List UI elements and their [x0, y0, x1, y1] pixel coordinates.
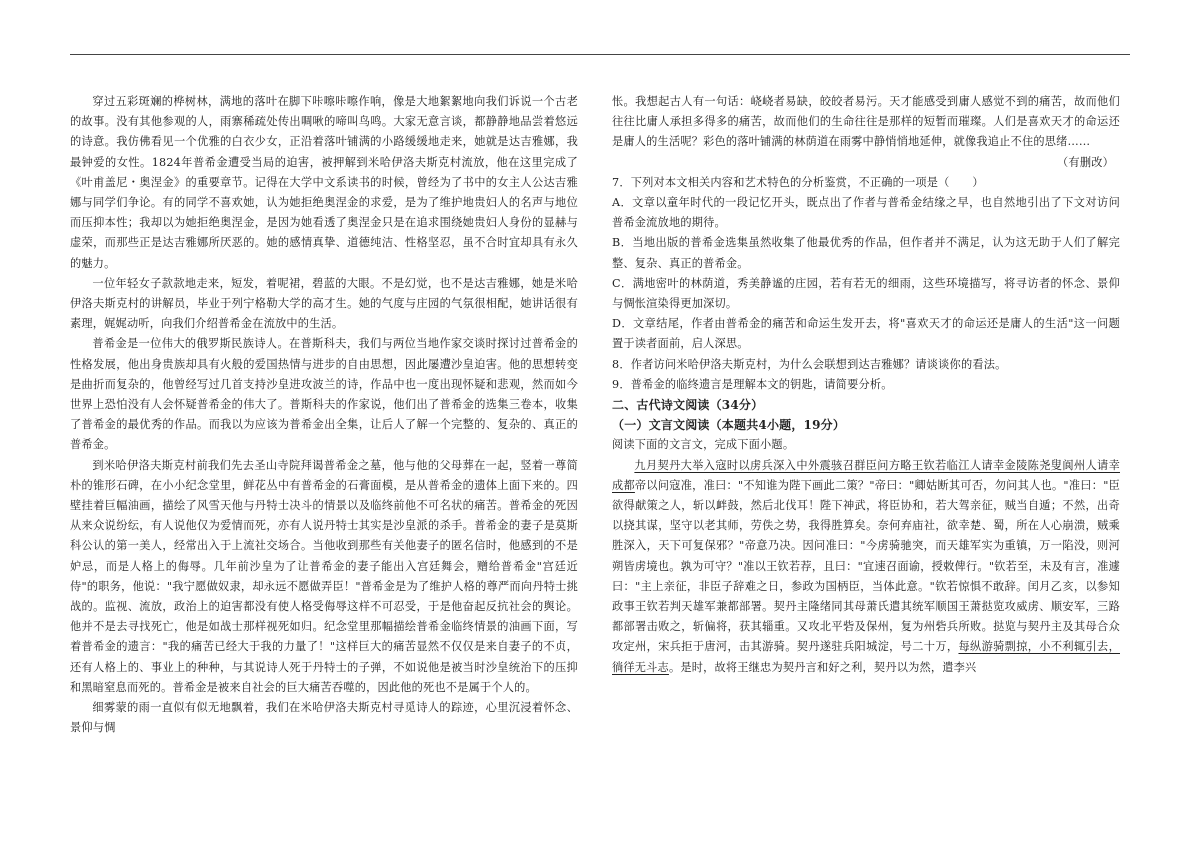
classical-text-1: 帝以问寇准，准曰："不知谁为陛下画此二策？"帝曰："卿姑断其可否，勿问其人也。"准曰："臣欲得献策之人，斩以衅鼓，然后北伐耳！陛下神武，将臣协和，若大驾亲征，贼当自遁；不然，出奇以挠其谋，坚守以老其师，劳佚之势，我得胜算矣。奈何弃庙社，欲幸楚、蜀，所在人心崩溃，贼乘胜深入，天下可复保邪？"帝意乃决。因问准曰："今虏骑驰突，而天雄军实为重镇，万一陷没，则河朔皆虏境也。孰为可守？"准以王钦若荐，且曰："宜速召面谕，授敕俾行。"钦若至，未及有言，准遽曰："主上亲征，非臣子辞难之日，参政为国柄臣，当体此意。"钦若惊惧不敢辞。闰月乙亥，以参知政事王钦若判天雄军兼都部署。契丹主隆绪同其母萧氏遣其统军顺国王萧挞览攻威虏、顺安军，三路都部署击败之，斩偏将，获其辎重。又攻北平砦及保州，复为州砦兵所败。挞览与契丹主及其母合众攻定州，宋兵拒于唐河，击其游骑。契丹遂驻兵阳城淀，号二十万， — [612, 478, 1120, 654]
underlined-sentence-2: 每纵游骑剽掠，小不利辄引去，徜徉无斗志 — [612, 640, 1120, 674]
left-column — [70, 92, 578, 739]
classical-passage — [612, 456, 1120, 678]
passage-paragraph-1: 穿过五彩斑斓的桦树林，满地的落叶在脚下咔嚓咔嚓作响，像是大地絮絮地向我们诉说一个古老的故事。没有其他参观的人，雨寨稀疏处传出啁啾的啼叫鸟鸣。大家无意言谈，都静静地品尝着悠远的诗意。我仿佛看见一个优雅的白衣少女，正沿着落叶铺满的小路缓缓地走来，她就是达吉雅娜，我最钟爱的女性。1824年普希金遭受当局的迫害，被押解到米哈伊洛夫斯克村流放，他在这里完成了《叶甫盖尼・奥涅金》的重要章节。记得在大学中文系读书的时候，曾经为了书中的女主人公达吉雅娜与同学们争论。有的同学不喜欢她，认为她拒绝奥涅金的求爱，是为了维护地贵妇人的名声与地位而压抑本性；我却以为她拒绝奥涅金，是因为她看透了奥涅金只是在追求围绕她贵妇人身份的显赫与虚荣，而那些正是达吉雅娜所厌恶的。她的感情真挚、道德纯洁、性格坚忍，虽不合时宜却具有永久的魅力。 — [70, 95, 578, 270]
classical-text-2: 。是时，故将王继忠为契丹言和好之利，契丹以为然，遣李兴 — [668, 660, 977, 674]
reading-instruction: 阅读下面的文言文，完成下面小题。 — [612, 438, 795, 452]
section-heading-classical: 二、古代诗文阅读（34分） — [612, 398, 764, 413]
question-7: 7．下列对本文相关内容和艺术特色的分析鉴赏，不正确的一项是（ ） — [612, 175, 984, 189]
passage-paragraph-5: 细雾蒙的雨一直似有似无地飘着，我们在米哈伊洛夫斯克村寻觅诗人的踪迹，心里沉浸着怀念、景仰与惆 — [70, 701, 578, 735]
passage-paragraph-3: 普希金是一位伟大的俄罗斯民族诗人。在普斯科夫，我们与两位当地作家交谈时探讨过普希金的性格发展，他出身贵族却具有火般的爱国热情与进步的自由思想，因此屡遭沙皇迫害。他的思想转变是曲折而复杂的，他曾经写过几首支持沙皇进攻波兰的诗，作品中也一度出现怀疑和悲观，然而如今世界上恐怕没有人会怀疑普希金的伟大了。普斯科夫的作家说，他们出了普希金的选集三卷本，收集了普希金的最优秀的作品。而我以为应该为普希金出全集，让后人了解一个完整的、复杂的、真正的普希金。 — [70, 337, 578, 452]
question-8: 8．作者访问米哈伊洛夫斯克村，为什么会联想到达吉雅娜？请谈谈你的看法。 — [612, 357, 1007, 371]
right-column — [612, 92, 1120, 678]
passage-paragraph-2: 一位年轻女子款款地走来，短发，着呢裙，碧蓝的大眼。不是幻觉，也不是达吉雅娜，她是米哈伊洛夫斯克村的讲解员，毕业于列宁格勒大学的高才生。她的气度与庄园的气氛很相配，她讲话很有素理，娓娓动听，向我们介绍普希金在流放中的生活。 — [70, 276, 578, 331]
subsection-heading-classical-prose: （一）文言文阅读（本题共4小题，19分） — [612, 418, 846, 433]
underlined-sentence-1: 九月契丹大举入寇时以虏兵深入中外震骇召群臣问方略王钦若临江人请幸金陵陈尧叟阆州人请幸成都 — [612, 458, 1120, 492]
header-rule — [70, 54, 1130, 55]
question-9: 9．普希金的临终遗言是理解本文的钥匙，请简要分析。 — [612, 377, 893, 391]
question-7-option-d: D．文章结尾，作者由普希金的痛苦和命运生发开去，将"喜欢天才的命运还是庸人的生活"这一问题置于读者面前，启人深思。 — [612, 317, 1120, 351]
source-note: （有删改） — [1057, 155, 1114, 169]
question-7-option-b: B．当地出版的普希金选集虽然收集了他最优秀的作品，但作者并不满足，认为这无助于人们了解完整、复杂、真正的普希金。 — [612, 236, 1120, 270]
passage-paragraph-5-continued: 怅。我想起古人有一句话：峣峣者易缺，皎皎者易污。天才能感受到庸人感觉不到的痛苦，故而他们往往比庸人承担多得多的痛苦，故而他们的生命往往是那样的短暂而璀璨。人们是喜欢天才的命运还是庸人的生活呢？彩色的落叶铺满的林荫道在雨雾中静悄悄地延伸，就像我追止不住的思绪…… — [612, 95, 1120, 149]
question-7-option-c: C．满地密叶的林荫道，秀美静谧的庄园，若有若无的细雨，这些环境描写，将寻访者的怀念、景仰与惆怅渲染得更加深切。 — [612, 276, 1120, 311]
passage-paragraph-4: 到米哈伊洛夫斯克村前我们先去圣山寺院拜谒普希金之墓，他与他的父母葬在一起，竖着一尊简朴的锥形石碑，在小小纪念堂里，鲜花丛中有普希金的石膏面模，是从普希金的遗体上面下来的。四壁挂着巨幅油画，描绘了风雪天他与丹特士决斗的情景以及临终前他不可名状的痛苦。普希金的死因从来众说纷纭，有人说他仅为爱情而死，亦有人说丹特士其实是沙皇派的杀手。普希金的妻子是莫斯科公认的第一美人，经常出入于上流社交场合。当他收到那些有关他妻子的匿名信时，他感到的不是妒忌，而是人格上的侮辱。几年前沙皇为了让普希金的妻子能出入宫廷舞会，赠给普希金"宫廷近侍"的职务，他说："我宁愿做奴隶，却永远不愿做弄臣！"普希金是为了维护人格的尊严而向丹特士挑战的。监视、流放，政治上的迫害都没有使人格受侮辱这样不可忍受，于是他奋起反抗社会的舆论。他并不是去寻找死亡，他是如战士那样视死如归。纪念堂里那幅描绘普希金临终情景的油画下面，写着普希金的遗言："我的痛苦已经大于我的力量了！"这样巨大的痛苦显然不仅仅是来自妻子的不贞，还有人格上的、事业上的种种，与其说诗人死于丹特士的子弹，不如说他是被当时沙皇统治下的压抑和黑暗窒息而死的。普希金是被来自社会的巨大痛苦吞噬的，因此他的死也不是属于个人的。 — [70, 458, 578, 694]
question-7-option-a: A．文章以童年时代的一段记忆开头，既点出了作者与普希金结缘之早，也自然地引出了下文对访问普希金流放地的期待。 — [612, 196, 1120, 230]
